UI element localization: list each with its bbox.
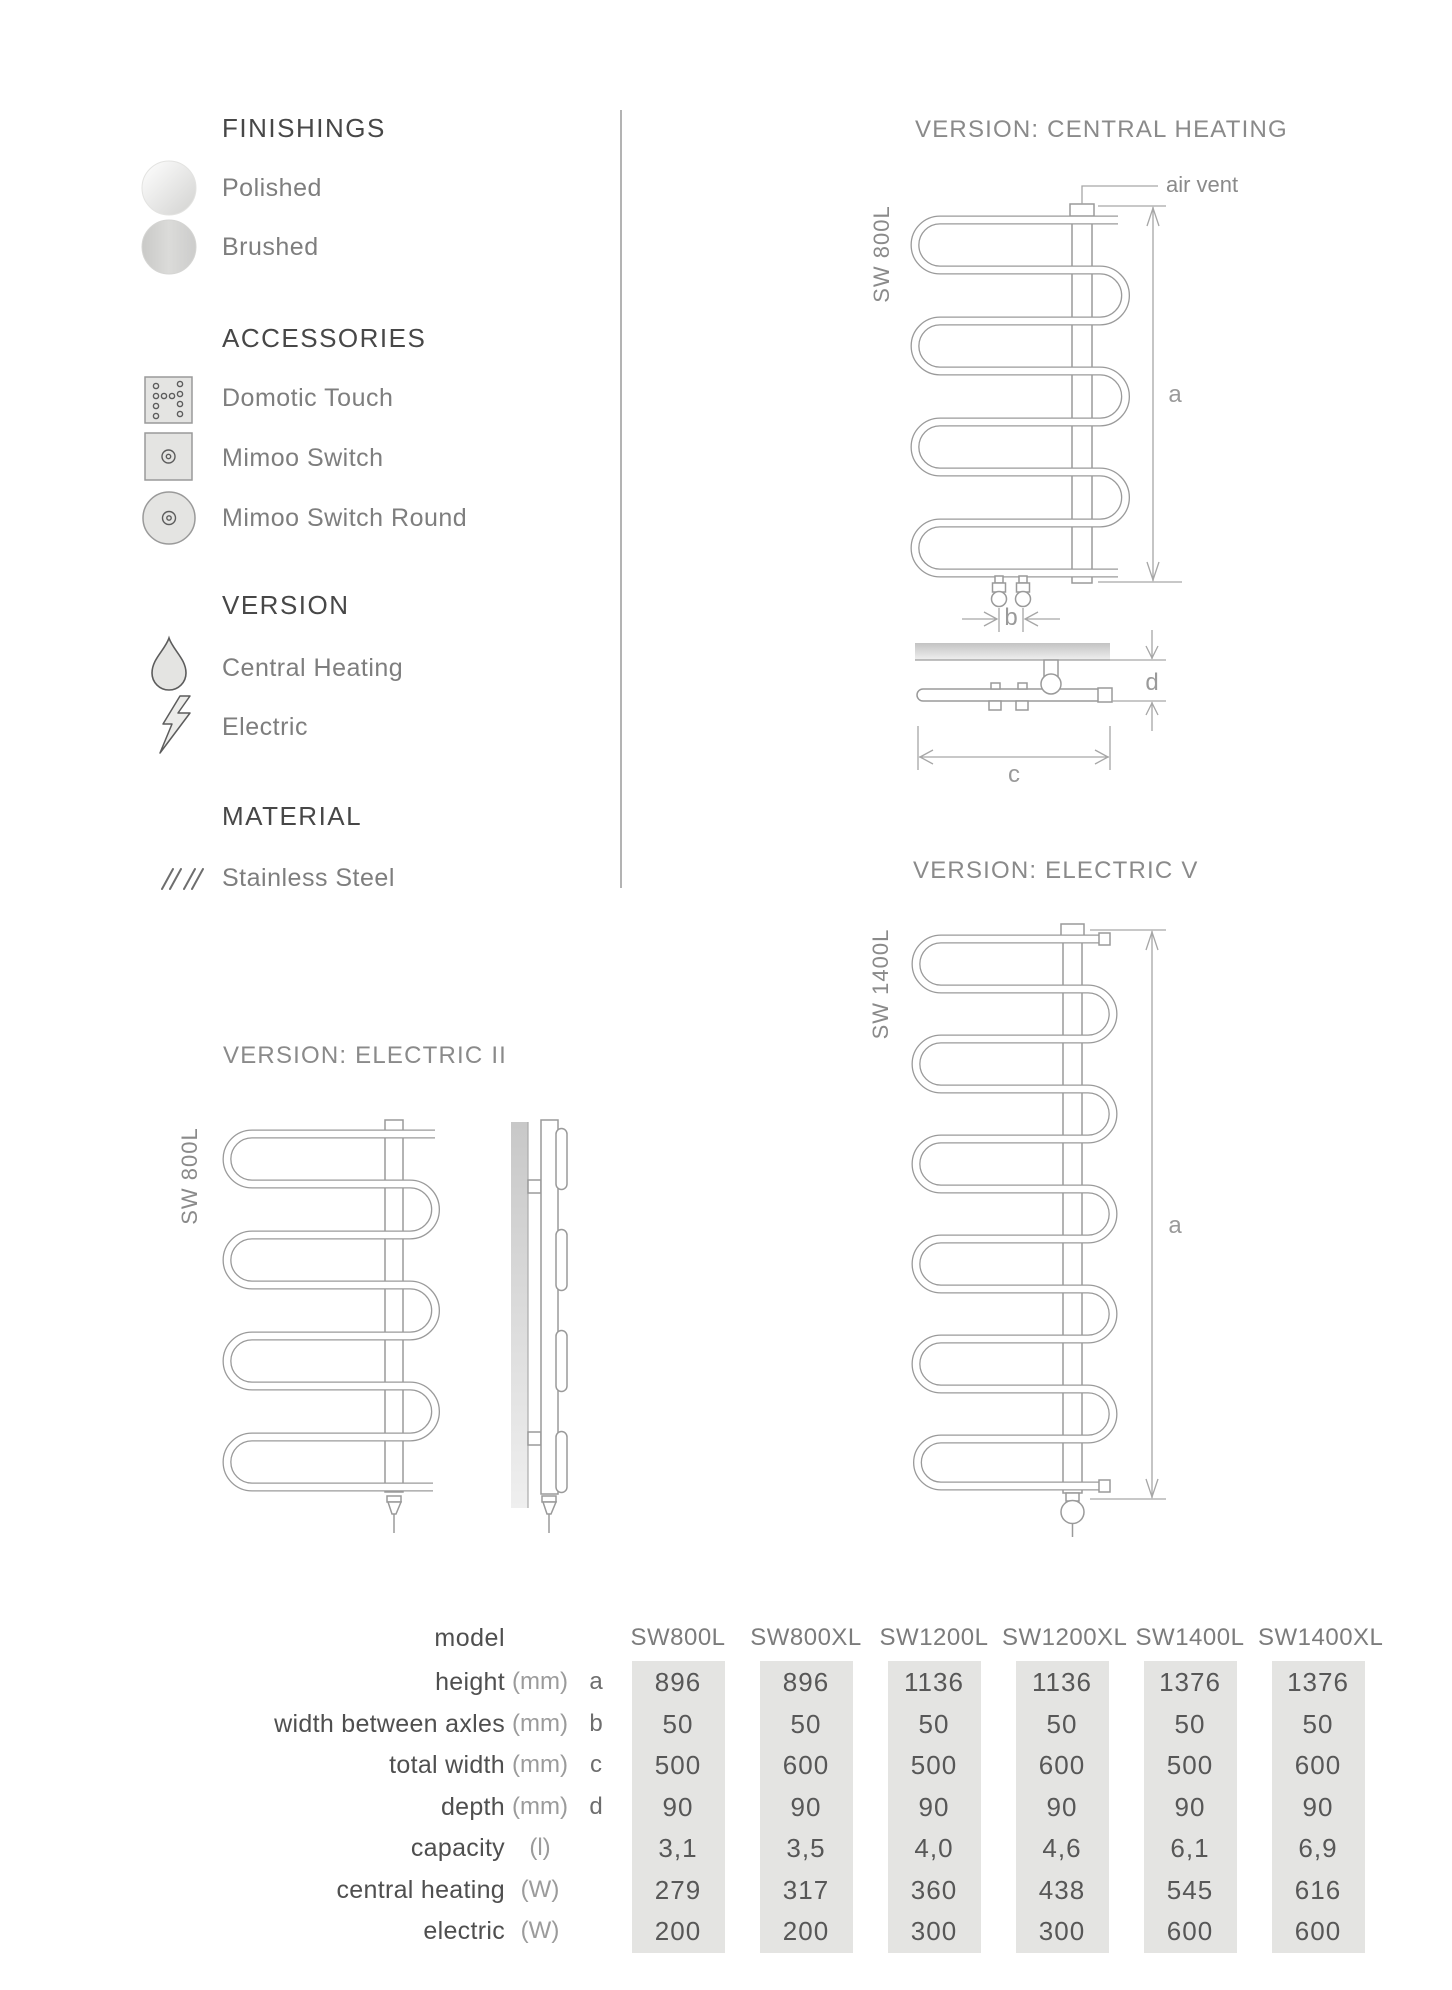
dimension-a xyxy=(1090,930,1166,1499)
table-row-unit: (mm) xyxy=(512,1709,568,1737)
table-model-header: SW800XL xyxy=(750,1624,862,1651)
table-row-label: depth xyxy=(440,1792,505,1821)
air-vent-leader-line xyxy=(1082,186,1158,204)
table-cell: 90 xyxy=(1302,1791,1334,1822)
table-row-label: capacity xyxy=(410,1834,505,1862)
table-row-unit: (W) xyxy=(520,1917,560,1944)
dimension-b xyxy=(962,608,1060,632)
electric-v-diagram-title: VERSION: ELECTRIC V xyxy=(913,857,1199,884)
table-cell: 4,6 xyxy=(1042,1833,1082,1863)
valve-right xyxy=(1016,576,1031,607)
table-cell: 1376 xyxy=(1159,1667,1221,1697)
dimension-d xyxy=(1110,630,1166,731)
table-cell: 1136 xyxy=(1032,1667,1092,1697)
table-cell: 50 xyxy=(918,1708,950,1739)
tube-end-cap-bottom xyxy=(1099,1480,1110,1492)
electric-ii-drawing xyxy=(227,1120,567,1533)
accessories-title: ACCESSORIES xyxy=(222,323,427,353)
tube-end-cap-top xyxy=(1099,933,1110,945)
table-cell: 545 xyxy=(1166,1874,1214,1905)
table-cell: 50 xyxy=(790,1708,822,1739)
table-cell: 90 xyxy=(790,1791,822,1822)
table-cell: 90 xyxy=(662,1791,694,1822)
table-cell: 90 xyxy=(1046,1791,1078,1822)
column-top-cap xyxy=(1061,924,1084,936)
model-label-sw800l-central: SW 800L xyxy=(869,205,894,303)
table-row-unit: (W) xyxy=(520,1875,560,1903)
table-cell: 300 xyxy=(910,1916,958,1946)
side-view xyxy=(511,1120,567,1533)
electric-v-drawing xyxy=(916,924,1166,1537)
wall-bracket-bottom xyxy=(528,1432,541,1445)
dim-a-label-central: a xyxy=(1168,381,1182,408)
table-row-label: height xyxy=(435,1668,505,1696)
radiator-column xyxy=(1063,935,1082,1493)
table-cell: 90 xyxy=(918,1791,950,1822)
table-model-header: SW1200L xyxy=(879,1624,989,1651)
air-vent-label: air vent xyxy=(1166,172,1239,197)
valve-left xyxy=(992,576,1007,607)
table-cell: 600 xyxy=(1294,1916,1342,1946)
central-heating-diagram-title: VERSION: CENTRAL HEATING xyxy=(915,116,1288,143)
domotic-touch-label: Domotic Touch xyxy=(222,384,394,412)
top-view xyxy=(915,643,1112,710)
table-cell: 6,9 xyxy=(1298,1833,1338,1863)
table-cell: 200 xyxy=(782,1916,830,1946)
table-cell: 600 xyxy=(782,1750,830,1780)
table-cell: 50 xyxy=(662,1708,694,1739)
table-row-unit: (l) xyxy=(529,1834,551,1861)
radiator-top-profile xyxy=(917,689,1104,701)
table-cell: 279 xyxy=(654,1874,702,1905)
table-cell: 3,5 xyxy=(786,1833,826,1863)
dimension-c xyxy=(918,726,1110,770)
table-row-label: total width xyxy=(389,1751,505,1779)
finishings-title: FINISHINGS xyxy=(222,113,386,143)
table-cell: 50 xyxy=(1174,1708,1206,1739)
mimoo-switch-round-label: Mimoo Switch Round xyxy=(222,504,468,532)
table-cell: 616 xyxy=(1294,1874,1342,1905)
wall-section xyxy=(511,1122,528,1508)
table-row-label: electric xyxy=(423,1917,505,1945)
model-label-sw800l-electric: SW 800L xyxy=(177,1127,202,1225)
polished-label: Polished xyxy=(222,174,322,202)
table-cell: 438 xyxy=(1038,1874,1086,1905)
table-cell: 600 xyxy=(1166,1916,1214,1946)
table-cell: 600 xyxy=(1294,1750,1342,1780)
table-cell: 500 xyxy=(1166,1750,1214,1780)
dim-b-label: b xyxy=(1004,604,1018,631)
table-row-unit: (mm) xyxy=(512,1792,568,1820)
table-cell: 1136 xyxy=(904,1667,964,1697)
table-row-unit: (mm) xyxy=(512,1668,568,1695)
mimoo-switch-label: Mimoo Switch xyxy=(222,444,384,472)
stainless-steel-label: Stainless Steel xyxy=(222,864,395,892)
dim-a-label-electric-v: a xyxy=(1168,1212,1182,1239)
table-row-letter: c xyxy=(590,1751,602,1778)
table-cell: 1376 xyxy=(1287,1667,1349,1697)
wall-bracket-top xyxy=(528,1180,541,1193)
table-row-letter: a xyxy=(589,1668,603,1695)
central-heating-label: Central Heating xyxy=(222,654,404,682)
table-cell: 896 xyxy=(654,1667,702,1697)
electric-ii-diagram-title: VERSION: ELECTRIC II xyxy=(223,1042,508,1069)
material-title: MATERIAL xyxy=(222,801,363,831)
table-cell: 600 xyxy=(1038,1750,1086,1780)
dim-d-label: d xyxy=(1145,669,1159,696)
brushed-label: Brushed xyxy=(222,233,319,261)
dim-c-label: c xyxy=(1008,761,1020,788)
wall-section xyxy=(915,643,1110,660)
table-cell: 50 xyxy=(1046,1708,1078,1739)
power-cable-side xyxy=(542,1496,556,1533)
model-label-sw1400l: SW 1400L xyxy=(868,928,893,1040)
table-cell: 90 xyxy=(1174,1791,1206,1822)
table-cell: 6,1 xyxy=(1170,1833,1210,1863)
electric-label: Electric xyxy=(222,713,308,741)
table-row-letter: d xyxy=(589,1792,603,1820)
table-cell: 3,1 xyxy=(658,1833,698,1863)
version-title: VERSION xyxy=(222,590,350,620)
table-row-letter: b xyxy=(589,1709,603,1737)
table-cell: 360 xyxy=(910,1874,958,1905)
table-cell: 500 xyxy=(910,1750,958,1780)
table-cell: 50 xyxy=(1302,1708,1334,1739)
table-model-header: SW1400L xyxy=(1135,1624,1245,1651)
central-heating-drawing xyxy=(915,186,1182,770)
table-model-header: SW1200XL xyxy=(1002,1624,1128,1651)
table-cell: 4,0 xyxy=(914,1833,954,1863)
table-cell: 300 xyxy=(1038,1916,1086,1946)
serpentine-tube xyxy=(916,939,1113,1486)
table-cell: 500 xyxy=(654,1750,702,1780)
table-cell: 317 xyxy=(782,1874,830,1905)
electric-control-ball xyxy=(1061,1493,1084,1537)
table-row-label: width between axles xyxy=(274,1709,505,1738)
table-model-header: SW1400XL xyxy=(1258,1624,1384,1651)
table-model-header: SW800L xyxy=(630,1624,726,1651)
table-cell: 896 xyxy=(782,1667,830,1697)
table-cell: 200 xyxy=(654,1916,702,1946)
table-row-unit: (mm) xyxy=(512,1751,568,1778)
table-row-label: central heating xyxy=(336,1875,505,1904)
power-cable-front xyxy=(387,1496,401,1533)
table-header-model-label: model xyxy=(434,1624,505,1652)
air-vent-cap xyxy=(1070,204,1094,216)
